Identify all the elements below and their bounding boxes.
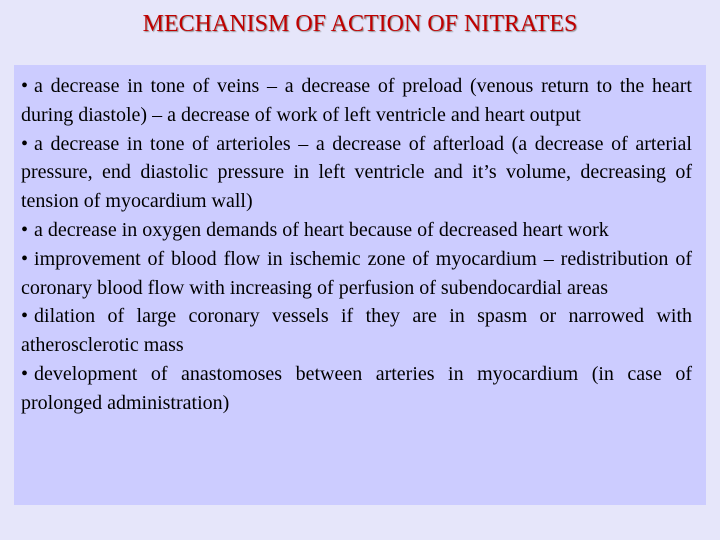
bullet-text: a decrease in tone of arterioles – a decrease of afterload (a decrease of arterial pressure, end diastolic pressure in left ventricle and it’s volume, decreasing of tension of myocardium wall) [21, 132, 692, 213]
bullet-icon: • [21, 305, 29, 328]
bullet-text: improvement of blood flow in ischemic zone of myocardium – redistribution of coronary blood flow with increasing of perfusion of subendocardial areas [21, 247, 692, 299]
bullet-text: development of anastomoses between arteries in myocardium (in case of prolonged administration) [21, 362, 692, 414]
bullet-item-blood-flow [21, 245, 692, 303]
bullet-text: a decrease in tone of veins – a decrease of preload (venous return to the heart during diastole) – a decrease of work of left ventricle and heart output [21, 75, 692, 126]
bullet-icon: • [21, 247, 29, 270]
content-box [14, 65, 706, 505]
bullet-item-arterioles [21, 130, 692, 216]
bullet-item-veins [21, 72, 692, 130]
bullet-icon: • [21, 132, 29, 155]
bullet-item-oxygen-demand [21, 216, 692, 245]
bullet-text: dilation of large coronary vessels if they are in spasm or narrowed with atherosclerotic mass [21, 305, 692, 357]
bullet-icon: • [21, 75, 29, 97]
bullet-icon: • [21, 362, 29, 385]
bullet-text: a decrease in oxygen demands of heart because of decreased heart work [34, 218, 609, 241]
bullet-item-anastomoses [21, 360, 692, 418]
bullet-list [21, 72, 692, 418]
bullet-icon: • [21, 218, 29, 241]
bullet-item-coronary-dilation [21, 302, 692, 360]
slide-title: MECHANISM OF ACTION OF NITRATES [142, 11, 578, 37]
